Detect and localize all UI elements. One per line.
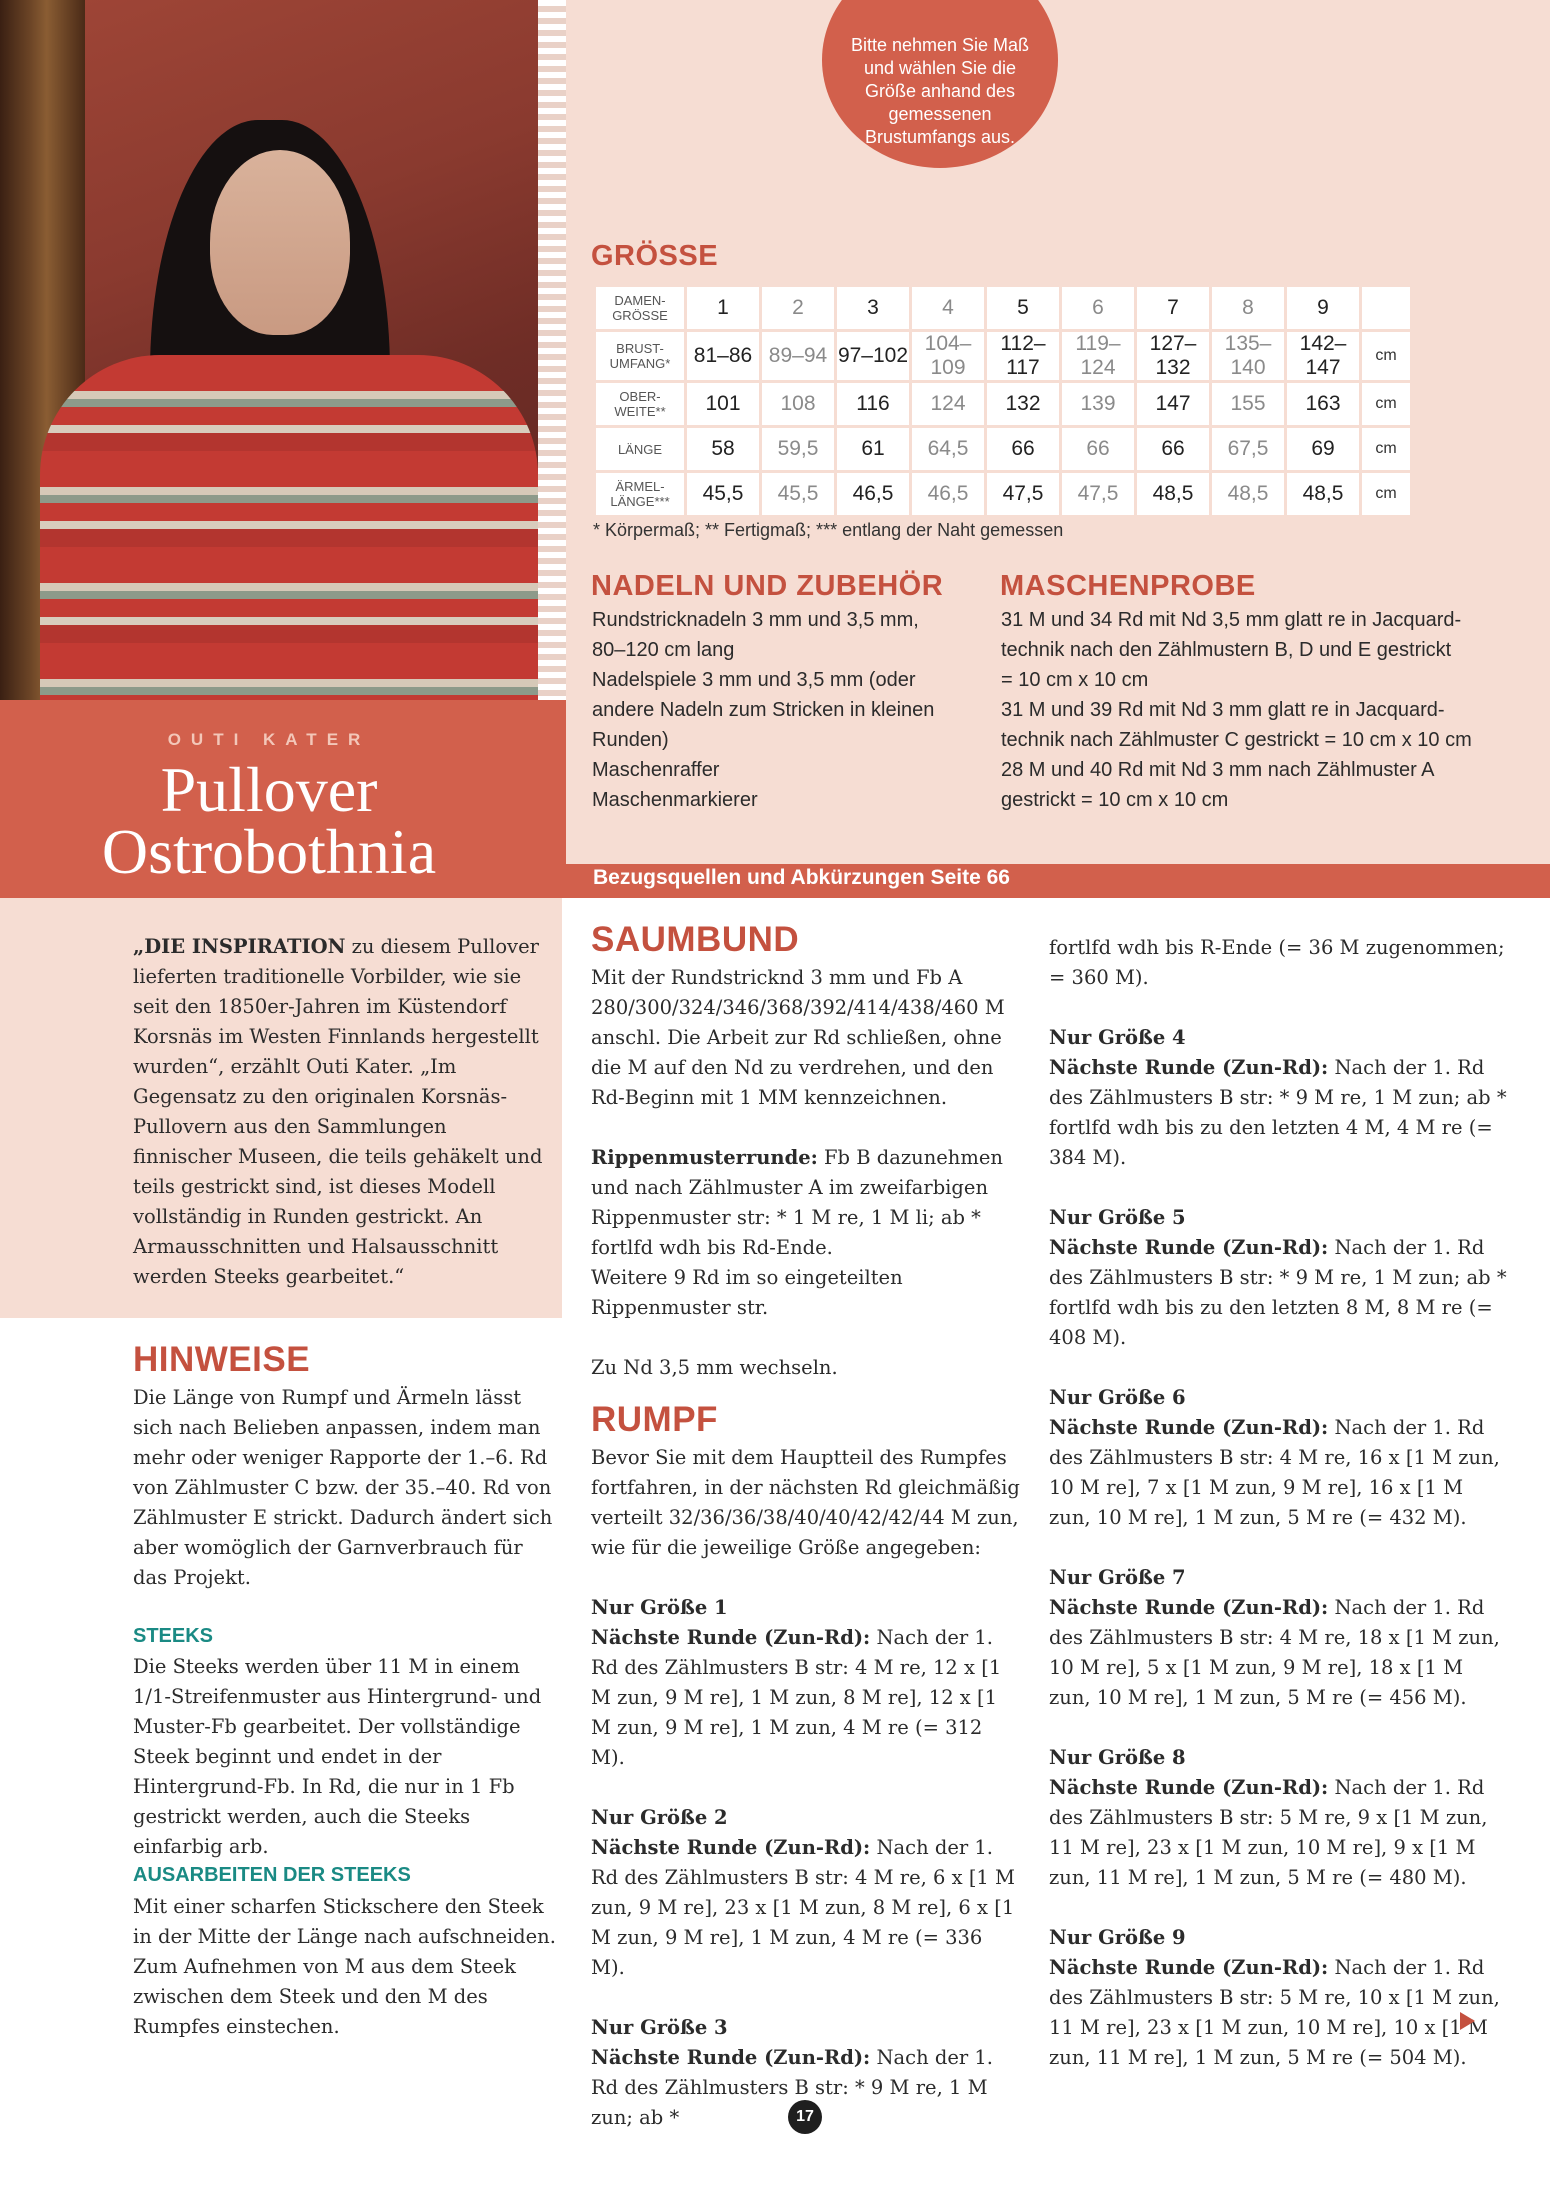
hem-heading: SAUMBUND xyxy=(591,920,800,959)
size-cell: 66 xyxy=(1062,428,1134,470)
intro-body: zu diesem Pullover lieferten traditionelle Vorbilder, wie sie seit den 1850er-Jahren im Küstendorf Korsnäs im Westen Finnlands hergestellt wurden“, erzählt Outi Kater. „Im Gegensatz zu den originalen Korsnäs-Pullovern aus den Sammlungen finnischer Museen, die teils gehäkelt und teils gestrickt sind, ist dieses Modell vollständig in Runden gestrickt. An Armausschnitten und Halsausschnitt werden Steeks gearbeitet.“ xyxy=(133,935,543,1288)
size-row-label: ÄRMEL-LÄNGE*** xyxy=(596,473,684,515)
size-text-1 xyxy=(591,1623,1021,1773)
size-cell: 69 xyxy=(1287,428,1359,470)
size-row-label: LÄNGE xyxy=(596,428,684,470)
size-cell: 108 xyxy=(762,383,834,425)
size-cell: 58 xyxy=(687,428,759,470)
size-cell: 46,5 xyxy=(912,473,984,515)
page-title-line1: Pullover xyxy=(160,754,378,825)
page-title-line2: Ostrobothnia xyxy=(101,816,437,887)
size-block xyxy=(1049,1563,1509,1713)
size-cell: 147 xyxy=(1137,383,1209,425)
size-instr-6: Nach der 1. Rd des Zählmusters B str: 4 M re, 16 x [1 M zun, 10 M re], 7 x [1 M zun, 9 M re], 16 x [1 M zun, 10 M re], 1 M zun, 5 M re (= 432 M). xyxy=(1049,1416,1500,1529)
size-heading-2: Nur Größe 2 xyxy=(591,1806,728,1829)
size-instr-8: Nach der 1. Rd des Zählmusters B str: 5 M re, 9 x [1 M zun, 11 M re], 23 x [1 M zun, 10 M re], 9 x [1 M zun, 11 M re], 1 M zun, 5 M re (= 480 M). xyxy=(1049,1776,1488,1889)
size-instr-1: Nach der 1. Rd des Zählmusters B str: 4 M re, 12 x [1 M zun, 9 M re], 1 M zun, 8 M re], 12 x [1 M zun, 9 M re], 1 M zun, 4 M re (= 312 M). xyxy=(591,1626,1002,1769)
size-unit: cm xyxy=(1362,473,1410,515)
gauge-line: 31 M und 34 Rd mit Nd 3,5 mm glatt re in Jacquard- xyxy=(1001,609,1462,631)
round-label: Nächste Runde (Zun-Rd): xyxy=(591,1836,871,1859)
notes-text: Die Länge von Rumpf und Ärmeln lässt sich nach Belieben anpassen, indem man mehr oder weniger Rapporte der 1.–6. Rd von Zählmuster C bzw. der 35.–40. Rd von Zählmuster E strickt. Dadurch ändert sich aber womöglich der Garnverbrauch für das Projekt. xyxy=(133,1386,553,1589)
size-heading-8: Nur Größe 8 xyxy=(1049,1746,1186,1769)
size-row-label: OBER-WEITE** xyxy=(596,383,684,425)
size-heading-4: Nur Größe 4 xyxy=(1049,1026,1186,1049)
size-cell: 132 xyxy=(987,383,1059,425)
size-cell: 101 xyxy=(687,383,759,425)
size-block xyxy=(1049,1383,1509,1533)
size-heading-1: Nur Größe 1 xyxy=(591,1596,728,1619)
size-cell: 61 xyxy=(837,428,909,470)
needles-line: Maschenmarkierer xyxy=(592,789,758,811)
size-cell: 112–117 xyxy=(987,332,1059,380)
size-cell: 48,5 xyxy=(1287,473,1359,515)
size-cell: 135–140 xyxy=(1212,332,1284,380)
size-text-9 xyxy=(1049,1953,1509,2073)
hem-section xyxy=(591,963,1021,1383)
model-photo xyxy=(0,0,538,700)
gauge-line: technik nach den Zählmustern B, D und E gestrickt xyxy=(1001,639,1452,661)
needles-line: Maschenraffer xyxy=(592,759,720,781)
size-text-2 xyxy=(591,1833,1021,1983)
round-label: Nächste Runde (Zun-Rd): xyxy=(1049,1056,1329,1079)
size-block xyxy=(591,1803,1021,1983)
needles-line: Runden) xyxy=(592,729,669,751)
size-cell: 142–147 xyxy=(1287,332,1359,380)
round-label: Nächste Runde (Zun-Rd): xyxy=(1049,1416,1329,1439)
size-text-6 xyxy=(1049,1413,1509,1533)
size-cell: 48,5 xyxy=(1137,473,1209,515)
size-cell: 6 xyxy=(1062,287,1134,329)
size-cell: 8 xyxy=(1212,287,1284,329)
page-number: 17 xyxy=(788,2100,822,2134)
finishing-steeks-text: Mit einer scharfen Stickschere den Steek in der Mitte der Länge nach aufschneiden. Zum Aufnehmen von M aus dem Steek zwischen dem Steek und den M des Rumpfes einstechen. xyxy=(133,1895,556,2038)
size-unit: cm xyxy=(1362,383,1410,425)
size-cell: 66 xyxy=(987,428,1059,470)
continue-arrow-icon xyxy=(1460,2012,1475,2030)
size-cell: 67,5 xyxy=(1212,428,1284,470)
body-text: Bevor Sie mit dem Hauptteil des Rumpfes fortfahren, in der nächsten Rd gleichmäßig verteilt 32/36/36/38/40/40/42/42/44 M zun, wie für die jeweilige Größe angegeben: xyxy=(591,1446,1020,1559)
size-cell: 97–102 xyxy=(837,332,909,380)
gauge-line: technik nach Zählmuster C gestrickt = 10 cm x 10 cm xyxy=(1001,729,1472,751)
round-label: Nächste Runde (Zun-Rd): xyxy=(591,2046,871,2069)
size-cell: 7 xyxy=(1137,287,1209,329)
size-row-label: DAMEN-GRÖSSE xyxy=(596,287,684,329)
size-cell: 89–94 xyxy=(762,332,834,380)
size-cell: 4 xyxy=(912,287,984,329)
gauge-line: 28 M und 40 Rd mit Nd 3 mm nach Zählmuster A xyxy=(1001,759,1435,781)
size-unit: cm xyxy=(1362,428,1410,470)
size-heading: GRÖSSE xyxy=(591,240,719,272)
notes-heading: HINWEISE xyxy=(133,1340,311,1379)
size-cell: 45,5 xyxy=(762,473,834,515)
size-cell: 124 xyxy=(912,383,984,425)
gauge-line: 31 M und 39 Rd mit Nd 3 mm glatt re in Jacquard- xyxy=(1001,699,1445,721)
gauge-line: = 10 cm x 10 cm xyxy=(1001,669,1149,691)
size-table-row xyxy=(596,287,1410,329)
sizes-column xyxy=(1049,933,1509,2073)
steeks-heading: STEEKS xyxy=(133,1625,214,1647)
gauge-line: gestrickt = 10 cm x 10 cm xyxy=(1001,789,1229,811)
size-cell: 66 xyxy=(1137,428,1209,470)
size-unit xyxy=(1362,287,1410,329)
gauge-list xyxy=(1001,605,1521,815)
photo-sweater xyxy=(40,355,538,700)
size-cell: 139 xyxy=(1062,383,1134,425)
size-cell: 5 xyxy=(987,287,1059,329)
size-table-row xyxy=(596,428,1410,470)
size-cell: 48,5 xyxy=(1212,473,1284,515)
size-instr-2: Nach der 1. Rd des Zählmusters B str: 4 M re, 6 x [1 M zun, 9 M re], 23 x [1 M zun, 8 M re], 6 x [1 M zun, 9 M re], 1 M zun, 4 M re (= 336 M). xyxy=(591,1836,1015,1979)
rib-more-text: Weitere 9 Rd im so eingeteilten Rippenmuster str. xyxy=(591,1266,903,1319)
size-cell: 47,5 xyxy=(987,473,1059,515)
round-label: Nächste Runde (Zun-Rd): xyxy=(1049,1596,1329,1619)
needles-line: Rundstricknadeln 3 mm und 3,5 mm, xyxy=(592,609,919,631)
needles-line: Nadelspiele 3 mm und 3,5 mm (oder xyxy=(592,669,916,691)
size-instr-7: Nach der 1. Rd des Zählmusters B str: 4 M re, 18 x [1 M zun, 10 M re], 5 x [1 M zun, 9 M re], 18 x [1 M zun, 10 M re], 1 M zun, 5 M re (= 456 M). xyxy=(1049,1596,1500,1709)
needles-line: 80–120 cm lang xyxy=(592,639,735,661)
needle-change-text: Zu Nd 3,5 mm wechseln. xyxy=(591,1356,838,1379)
size-table-row xyxy=(596,473,1410,515)
size-note-text: Bitte nehmen Sie Maß und wählen Sie die Größe anhand des gemessenen Brustumfangs aus. xyxy=(850,35,1030,147)
size-cell: 155 xyxy=(1212,383,1284,425)
size-cell: 2 xyxy=(762,287,834,329)
intro-text xyxy=(133,932,551,1292)
hem-text: Mit der Rundstricknd 3 mm und Fb A 280/300/324/346/368/392/414/438/460 M anschl. Die Arbeit zur Rd schließen, ohne die M auf den Nd zu verdrehen, und den Rd-Beginn mit 1 MM kennzeichnen. xyxy=(591,966,1005,1109)
size-footnote: * Körpermaß; ** Fertigmaß; *** entlang der Naht gemessen xyxy=(593,520,1064,540)
size-cell: 163 xyxy=(1287,383,1359,425)
size-instr-5: Nach der 1. Rd des Zählmusters B str: * 9 M re, 1 M zun; ab * fortlfd wdh bis zu den letzten 8 M, 8 M re (= 408 M). xyxy=(1049,1236,1507,1349)
sources-reference: Bezugsquellen und Abkürzungen Seite 66 xyxy=(593,866,1010,889)
size-heading-7: Nur Größe 7 xyxy=(1049,1566,1186,1589)
size-cell: 45,5 xyxy=(687,473,759,515)
size-text-5 xyxy=(1049,1233,1509,1353)
size-row-label: BRUST-UMFANG* xyxy=(596,332,684,380)
size-cell: 47,5 xyxy=(1062,473,1134,515)
size-block xyxy=(1049,1743,1509,1893)
size-cell: 116 xyxy=(837,383,909,425)
rib-round-label: Rippenmusterrunde: xyxy=(591,1146,818,1169)
size-text-7 xyxy=(1049,1593,1509,1713)
size-cell: 127–132 xyxy=(1137,332,1209,380)
size-3-continuation: fortlfd wdh bis R-Ende (= 36 M zugenommen; = 360 M). xyxy=(1049,936,1505,989)
gauge-heading: MASCHENPROBE xyxy=(1000,570,1256,602)
size-cell: 1 xyxy=(687,287,759,329)
round-label: Nächste Runde (Zun-Rd): xyxy=(1049,1956,1329,1979)
body-heading: RUMPF xyxy=(591,1400,718,1439)
size-heading-5: Nur Größe 5 xyxy=(1049,1206,1186,1229)
size-cell: 64,5 xyxy=(912,428,984,470)
size-heading-6: Nur Größe 6 xyxy=(1049,1386,1186,1409)
size-instr-4: Nach der 1. Rd des Zählmusters B str: * 9 M re, 1 M zun; ab * fortlfd wdh bis zu den letzten 4 M, 4 M re (= 384 M). xyxy=(1049,1056,1507,1169)
size-block xyxy=(1049,1923,1509,2073)
rib-round xyxy=(591,1143,1021,1263)
round-label: Nächste Runde (Zun-Rd): xyxy=(591,1626,871,1649)
size-cell: 59,5 xyxy=(762,428,834,470)
needles-list xyxy=(592,605,987,815)
size-heading-9: Nur Größe 9 xyxy=(1049,1926,1186,1949)
needles-heading: NADELN UND ZUBEHÖR xyxy=(591,570,944,602)
size-cell: 46,5 xyxy=(837,473,909,515)
size-unit: cm xyxy=(1362,332,1410,380)
steeks-text: Die Steeks werden über 11 M in einem 1/1-Streifenmuster aus Hintergrund- und Muster-Fb gearbeitet. Der vollständige Steek beginnt und endet in der Hintergrund-Fb. In Rd, die nur in 1 Fb gestrickt werden, auch die Steeks einfarbig arb. xyxy=(133,1655,542,1858)
size-table-row xyxy=(596,383,1410,425)
size-block xyxy=(591,1593,1021,1773)
size-cell: 81–86 xyxy=(687,332,759,380)
size-instr-3: Nach der 1. Rd des Zählmusters B str: * 9 M re, 1 M zun; ab * xyxy=(591,2046,993,2129)
size-cell: 3 xyxy=(837,287,909,329)
size-table xyxy=(593,284,1413,518)
size-text-8 xyxy=(1049,1773,1509,1893)
photo-face xyxy=(210,150,350,335)
author-name: OUTI KATER xyxy=(167,730,371,749)
size-cell: 119–124 xyxy=(1062,332,1134,380)
size-cell: 9 xyxy=(1287,287,1359,329)
size-cell: 104–109 xyxy=(912,332,984,380)
intro-lead: „DIE INSPIRATION xyxy=(133,935,346,958)
body-section xyxy=(591,1443,1021,2133)
needles-line: andere Nadeln zum Stricken in kleinen xyxy=(592,699,935,721)
rib-round-text: Fb B dazunehmen und nach Zählmuster A im zweifarbigen Rippenmuster str: * 1 M re, 1 M li; ab * fortlfd wdh bis Rd-Ende. xyxy=(591,1146,1003,1259)
size-heading-3: Nur Größe 3 xyxy=(591,2016,728,2039)
finishing-steeks-heading: AUSARBEITEN DER STEEKS xyxy=(133,1864,411,1886)
size-table-row xyxy=(596,332,1410,380)
round-label: Nächste Runde (Zun-Rd): xyxy=(1049,1776,1329,1799)
size-instr-9: Nach der 1. Rd des Zählmusters B str: 5 M re, 10 x [1 M zun, 11 M re], 23 x [1 M zun, 10 M re], 10 x [1 M zun, 11 M re], 1 M zun, 5 M re (= 504 M). xyxy=(1049,1956,1500,2069)
round-label: Nächste Runde (Zun-Rd): xyxy=(1049,1236,1329,1259)
size-block xyxy=(1049,1203,1509,1353)
size-text-4 xyxy=(1049,1053,1509,1173)
size-block xyxy=(1049,1023,1509,1173)
